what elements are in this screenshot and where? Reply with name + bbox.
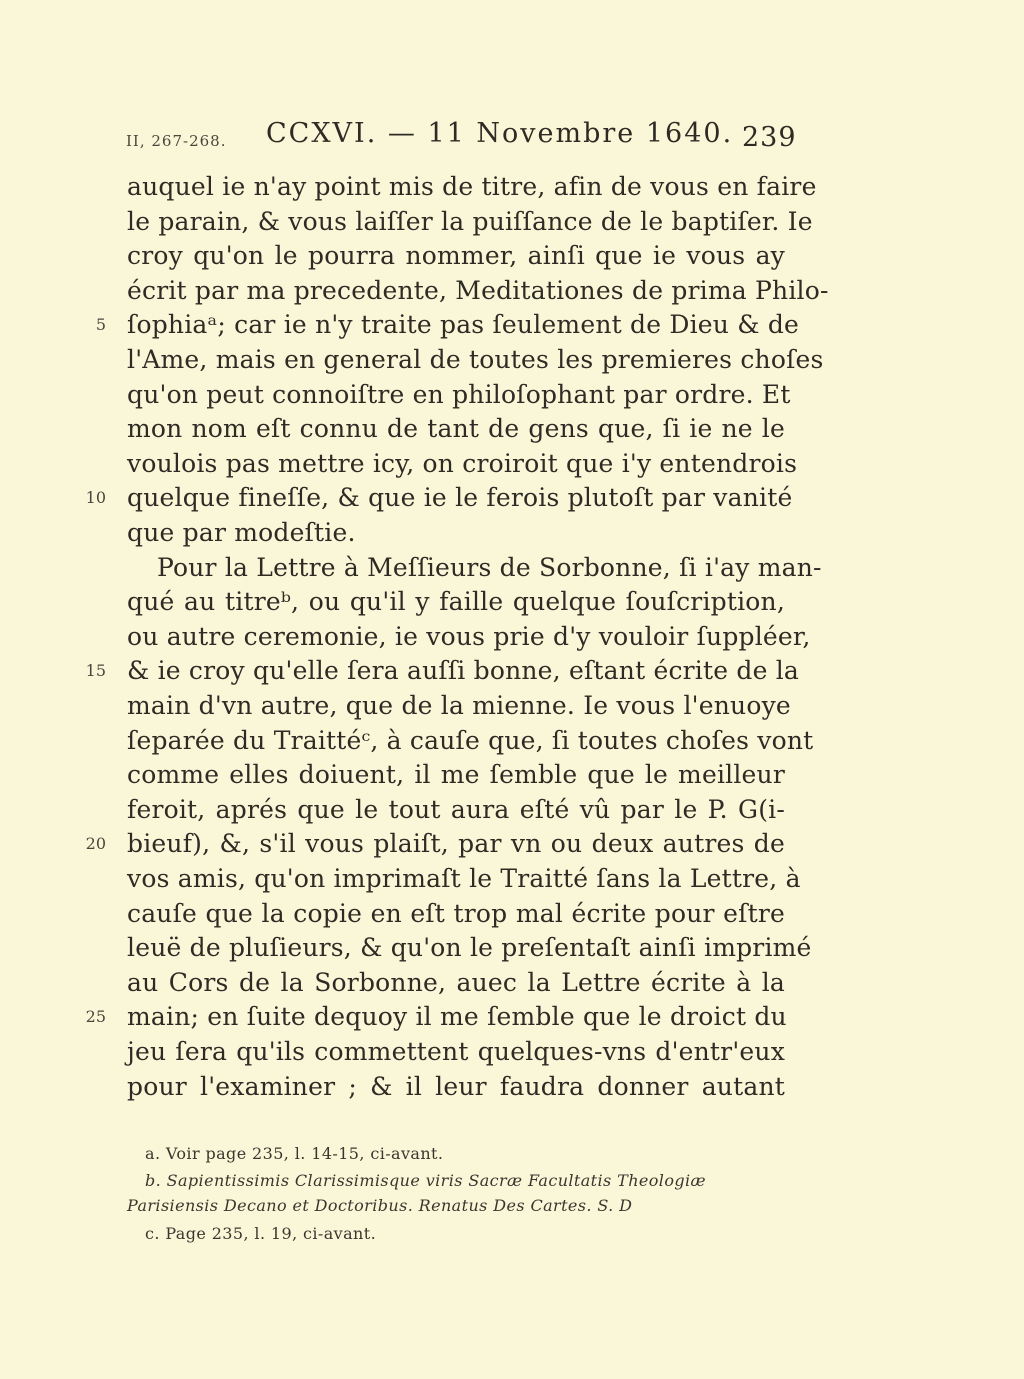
text-line: écrit par ma precedente, Meditationes de prima Philo- (127, 275, 829, 305)
text-line: ſophiaᵃ; car ie n'y traite pas ſeulement de Dieu & de (127, 310, 800, 340)
footnote-b: b. Sapientissimis Clarissimisque viris Sacræ Facultatis Theologiæ (145, 1171, 706, 1190)
running-header (0, 118, 1024, 168)
running-title: CCXVI. — 11 Novembre 1640. (266, 118, 734, 149)
text-line: quelque fineſſe, & que ie le ferois plutoſt par vanité (127, 483, 793, 513)
line-number: 5 (95, 315, 106, 335)
text-line: cauſe que la copie en eſt trop mal écrite pour eſtre (127, 898, 785, 928)
page-number: 239 (742, 122, 797, 153)
text-line: feroit, aprés que le tout aura eſté vû par le P. G(i- (127, 794, 785, 824)
line-number: 10 (85, 488, 106, 508)
footnote-a: a. Voir page 235, l. 14-15, ci-avant. (145, 1144, 444, 1163)
text-line: ou autre ceremonie, ie vous prie d'y vouloir ſuppléer, (127, 621, 811, 651)
text-line: ſeparée du Traittéᶜ, à cauſe que, ſi toutes choſes vont (127, 725, 814, 755)
footnote-c: c. Page 235, l. 19, ci-avant. (145, 1224, 377, 1243)
text-line: que par modeſtie. (127, 518, 356, 547)
footnote-b-continued: Parisiensis Decano et Doctoribus. Renatus Des Cartes. S. D (127, 1196, 633, 1215)
text-line: le parain, & vous laiſſer la puiſſance de le baptiſer. Ie (127, 206, 813, 236)
text-line: main; en ſuite dequoy il me ſemble que le droict du (127, 1002, 787, 1032)
text-line: mon nom eſt connu de tant de gens que, ſi ie ne le (127, 414, 785, 444)
line-number: 15 (85, 661, 106, 681)
text-line: l'Ame, mais en general de toutes les premieres choſes (127, 345, 824, 374)
text-line: bieuf), &, s'il vous plaiſt, par vn ou deux autres de (127, 829, 785, 859)
text-line: qu'on peut connoiſtre en philoſophant par ordre. Et (127, 379, 791, 409)
text-line: au Cors de la Sorbonne, auec la Lettre écrite à la (127, 967, 785, 997)
text-line: croy qu'on le pourra nommer, ainſi que ie vous ay (127, 241, 785, 271)
text-line: leuë de pluſieurs, & qu'on le preſentaſt ainſi imprimé (127, 933, 812, 963)
text-line: main d'vn autre, que de la mienne. Ie vous l'enuoye (127, 691, 791, 720)
text-line: jeu ſera qu'ils commettent quelques-vns d'entr'eux (127, 1037, 785, 1066)
text-line: pour l'examiner ; & il leur faudra donner autant (127, 1071, 785, 1101)
text-line: qué au titreᵇ, ou qu'il y faille quelque ſouſcription, (127, 587, 785, 617)
line-number: 25 (85, 1007, 106, 1027)
page-reference: II, 267-268. (126, 132, 227, 150)
line-number: 20 (85, 834, 106, 854)
text-line: voulois pas mettre icy, on croiroit que i'y entendrois (127, 448, 798, 478)
text-line: Pour la Lettre à Meſſieurs de Sorbonne, ſi i'ay man- (157, 552, 822, 582)
text-line: auquel ie n'ay point mis de titre, afin de vous en faire (127, 172, 817, 201)
text-line: & ie croy qu'elle ſera auſſi bonne, eſtant écrite de la (127, 656, 800, 686)
text-line: vos amis, qu'on imprimaſt le Traitté ſans la Lettre, à (127, 864, 801, 893)
text-line: comme elles doiuent, il me ſemble que le meilleur (127, 760, 785, 790)
